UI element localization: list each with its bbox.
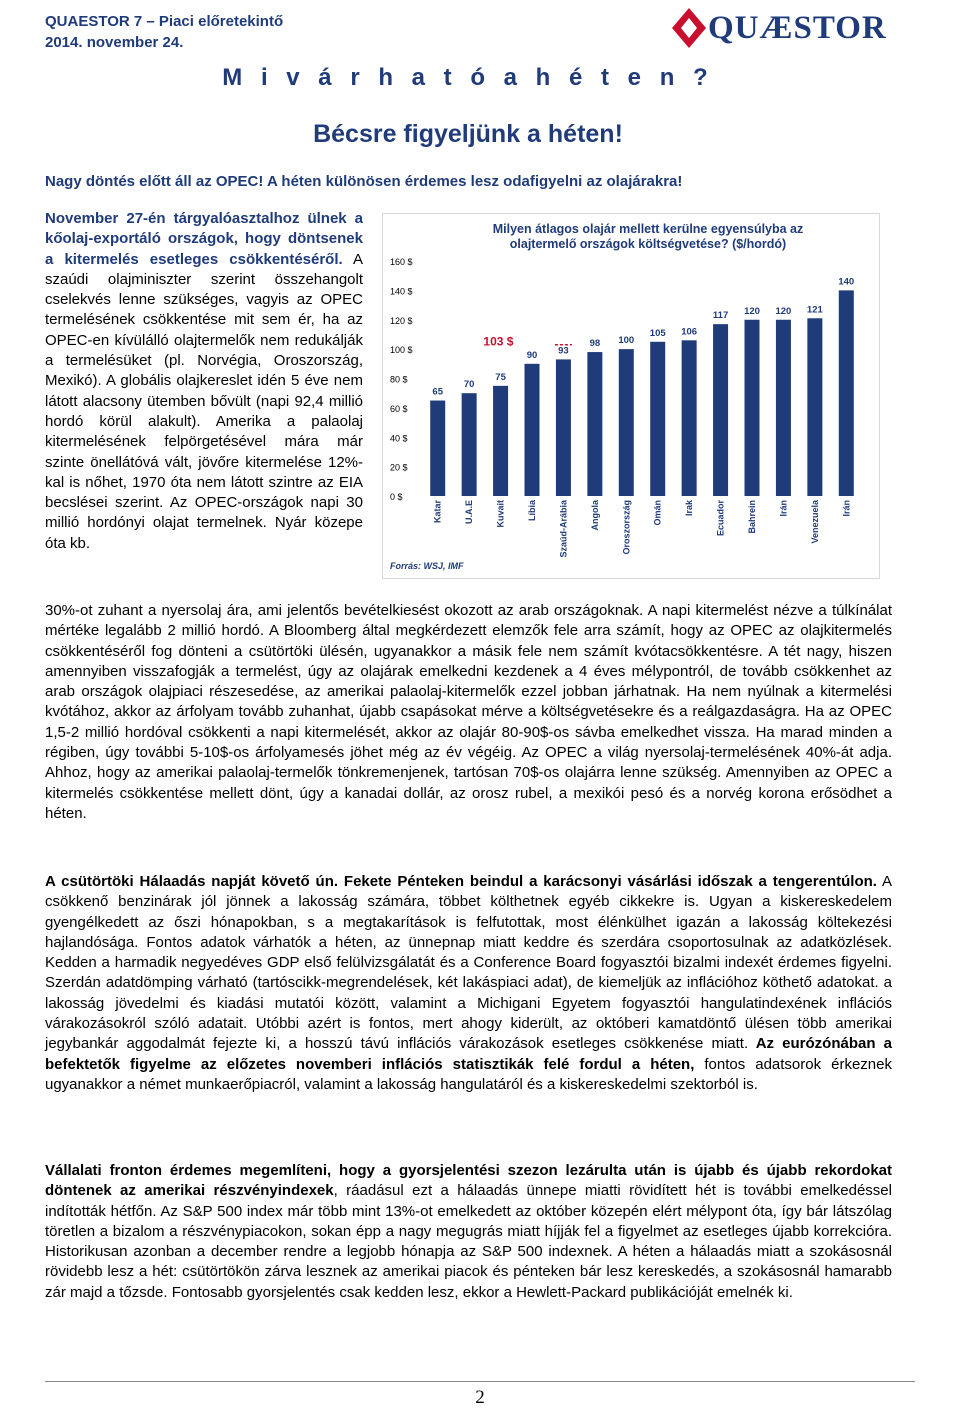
bar: [776, 320, 791, 496]
bar: [462, 393, 477, 496]
diamond-logo-icon: [672, 8, 706, 48]
paragraph-thanksgiving-text: A csökkenő benzinárak jól jönnek a lakosság számára, többet költhetnek egyéb cikkekre is. Ugyan a kiskereskedelem gyengélkedett az őszi hónapokban, s a megtakarítások is felfutottak, most élénkülhet igazán a lakosság költekezési hajlandósága. Fontos adatok várhatók a héten, az ünnepnap miatt keddre és szerdára csoportosulnak az adatközlések. Kedden a harmadik negyedéves GDP első felülvizsgálatát és a Conference Board fogyasztói bizalmi indexét érdemes figyelni. Szerdán adatdömping várható (tartóscikk-megrendelések, két lakáspiaci adat), de kiemeljük az inflációhoz köthető adatokat. a lakosság jövedelmi és kiadási mutatói között, valamint a Michigani Egyetem fogyasztói hangulatindexének inflációs várakozásokról szóló adatait. Utóbbi azért is fontos, mert ahogy kiderült, az októberi kamatdöntő ülésen több amerikai jegybankár aggodalmát fejezte ki, a hosszú távú inflációs várakozások esetleges csökkenése miatt.: [45, 873, 892, 1053]
bar-value-label: 106: [681, 326, 698, 338]
paragraph-eurozone-text: fontos adatsorok érkeznek ugyanakkor a német munkaerőpiacról, valamint a lakosság hangulatáról és a kiskereskedelmi szektorból is.: [45, 1055, 892, 1093]
category-label: Angola: [589, 500, 600, 531]
bar-value-label: 75: [495, 371, 506, 383]
y-tick-label: 120 $: [390, 315, 413, 326]
bar: [807, 318, 822, 496]
bar-value-label: 98: [589, 338, 601, 350]
bar: [650, 342, 665, 496]
category-label: Bahrein: [747, 500, 757, 534]
bar-value-label: 100: [618, 335, 635, 347]
paragraph-corporate-text: , ráadásul ezt a hálaadás ünnepe miatti rövidített hét is további emelkedéssel indították hétfőn. Az S&P 500 index már több mint 13%-ot emelkedett az október közepén elért mélypont óta, így bár látszólag töretlen a bizalom a részvénypiacokon, sokan épp a nagy megugrás miatt híjják fel a figyelmet az esetleges újabb korrekcióra. Historikusan azonban a december rendre a legjobb hónapja az S&P 500 indexnek. A héten a hálaadás miatt a szokásosnál rövidebb lesz a hét: csütörtökön zárva lesznek az amerikai piacok és pénteken bár lesz kereskedés, a szokásosnál hamarabb zár majd a tőzsde. Fontosabb gyorsjelentés csak kedden lesz, ekkor a Hewlett-Packard publikációját emelnék ki.: [45, 1182, 892, 1301]
category-label: Omán: [652, 500, 663, 526]
bar-value-label: 121: [806, 304, 823, 316]
bar: [713, 324, 728, 496]
oil-breakeven-chart: [382, 213, 880, 579]
bar: [525, 364, 540, 496]
bar: [619, 349, 634, 496]
paragraph-thanksgiving: [45, 872, 892, 1095]
y-tick-label: 0 $: [390, 492, 403, 502]
sub-headline: Bécsre figyeljünk a héten!: [313, 120, 623, 148]
bar: [430, 401, 445, 496]
paragraph-corporate: [45, 1161, 892, 1303]
category-label: Ecuador: [715, 500, 726, 537]
category-label: Oroszország: [621, 500, 632, 555]
category-label: Líbia: [527, 500, 537, 522]
chart-source: Forrás: WSJ, IMF: [390, 561, 464, 571]
category-label: Irán: [778, 500, 789, 517]
paragraph-thanksgiving-lead: A csütörtöki Hálaadás napját követő ún. Fekete Pénteken beindul a karácsonyi vásárlási időszak a tengerentúlon.: [45, 873, 877, 890]
bar-value-label: 140: [838, 276, 855, 288]
y-tick-label: 40 $: [390, 433, 408, 444]
bar-value-label: 70: [463, 379, 475, 391]
chart-title-line2: olajtermelő országok költségvetése? ($/hordó): [509, 237, 787, 251]
intro-text: A szaúdi olajminiszter szerint összehangolt cselekvés lenne szükséges, vagyis az OPEC termelésének csökkentése mit sem ér, ha az OPEC-en kívülálló olajtermelők nem redukálják a termelésüket (pl. Norvégia, Oroszország, Mexikó). A globális olajkereslet idén 5 éve nem látott alacsony ütemben bővült (napi 92,4 millió hordó körül alakult). Amerika a palaolaj kitermelésének felpörgetésével mára már szinte önellátóvá vált, jövőre kitermelése 12%-kal is nőhet, 1970 óta nem látott szintre az EIA becslései szerint. Az OPEC-országok napi 30 millió hordónyi olajat termelnek. Nyár közepe óta kb.: [45, 250, 363, 552]
intro-paragraph: [45, 209, 363, 554]
y-tick-label: 60 $: [390, 403, 408, 414]
category-label: Venezuela: [809, 500, 820, 544]
bar-value-label: 120: [775, 305, 792, 317]
y-tick-label: 160 $: [390, 257, 413, 267]
bar: [493, 386, 508, 496]
tagline: Nagy döntés előtt áll az OPEC! A héten különösen érdemes lesz odafigyelni az olajárakra!: [45, 173, 683, 190]
intro-bold-lead: November 27-én tárgyalóasztalhoz ülnek a kőolaj-exportáló országok, hogy döntsenek a kitermelés esetleges csökkentéséről.: [45, 210, 363, 268]
category-label: Irak: [684, 500, 695, 517]
bar-value-label: 120: [744, 305, 760, 317]
paragraph-opec: 30%-ot zuhant a nyersolaj ára, ami jelentős bevételkiesést okozott az arab országoknak. A napi kitermelést nézve a túlkínálat mértéke legalább 2 millió hordó. A Bloomberg által megkérdezett elemzők fele arra számít, hogy az OPEC az olajkitermelés csökkentéséről fog dönteni a csütörtöki ülésén, ugyanakkor a másik fele nem számít kvótacsökkentésre. A tét nagy, hiszen amennyiben visszafogják a termelést, úgy az olajárak emelkedni kezdenek a 4 éves mélypontról, de tovább csökkenhet az arab országok olajpiaci részesedése, az amerikai palaolaj-kitermelők ezzel jobban járhatnak. Ha nem nyúlnak a kitermelési kvótához, akkor az árfolyam tovább zuhanhat, újabb csapásokat mérve a költségvetésekre és a reálgazdaságra. Ha az OPEC 1,5-2 millió hordóval csökkenti a napi kitermelését, akkor az olajár 80-90$-os sávba emelkedhet vissza. Ha marad minden a régiben, úgy további 5-10$-os árfolyamesés jöhet még az év végéig. Az OPEC a világ nyersolaj-termelésének 40%-át adja. Ahhoz, hogy az amerikai palaolaj-termelők tönkremenjenek, tartósan 70$-os olajárra lenne szükség. Amennyiben az OPEC a kitermelés csökkentése mellett dönt, úgy a kanadai dollár, az orosz rubel, a mexikói pesó és a norvég korona erősödhet a héten.: [45, 602, 892, 822]
bar-value-label: 90: [526, 349, 538, 361]
paragraph-eurozone-lead: Az eurózónában a befektetők figyelme az előzetes novemberi inflációs statisztikák felé fordul a héten,: [45, 1035, 892, 1073]
y-tick-label: 100 $: [390, 345, 413, 356]
report-date: 2014. november 24.: [45, 34, 184, 51]
category-label: Katar: [432, 500, 443, 524]
bar: [745, 320, 760, 496]
report-title: QUAESTOR 7 – Piaci előretekintő: [45, 13, 284, 30]
y-tick-label: 140 $: [390, 286, 413, 297]
bar-value-label: 117: [712, 310, 729, 322]
quaestor-logo: [672, 6, 887, 52]
bar: [587, 352, 602, 496]
footer-divider: [45, 1381, 915, 1382]
category-label: U.A.E: [464, 500, 475, 525]
highlight-label: 103 $: [483, 334, 514, 349]
page-number: 2: [475, 1387, 485, 1408]
bar-value-label: 105: [649, 327, 666, 339]
category-label: Szaúd-Arábia: [558, 500, 569, 558]
bar-value-label: 65: [432, 386, 444, 398]
y-tick-label: 20 $: [390, 462, 408, 473]
bar: [682, 340, 697, 496]
bar-value-label: 93: [558, 345, 569, 357]
chart-title-line1: Milyen átlagos olajár mellett kerülne egyensúlyba az: [492, 222, 804, 236]
category-label: Kuvait: [495, 500, 506, 528]
paragraph-corporate-lead: Vállalati fronton érdemes megemlíteni, hogy a gyorsjelentési szezon lezárulta után is újabb és újabb rekordokat döntenek az amerikai részvényindexek: [45, 1162, 892, 1200]
bar: [839, 290, 854, 496]
bar: [556, 359, 571, 496]
category-label: Irán: [841, 500, 852, 517]
y-tick-label: 80 $: [390, 374, 408, 385]
logo-text: QUÆSTOR: [708, 10, 887, 46]
main-headline: M i v á r h a t ó a h é t e n ?: [222, 64, 714, 91]
